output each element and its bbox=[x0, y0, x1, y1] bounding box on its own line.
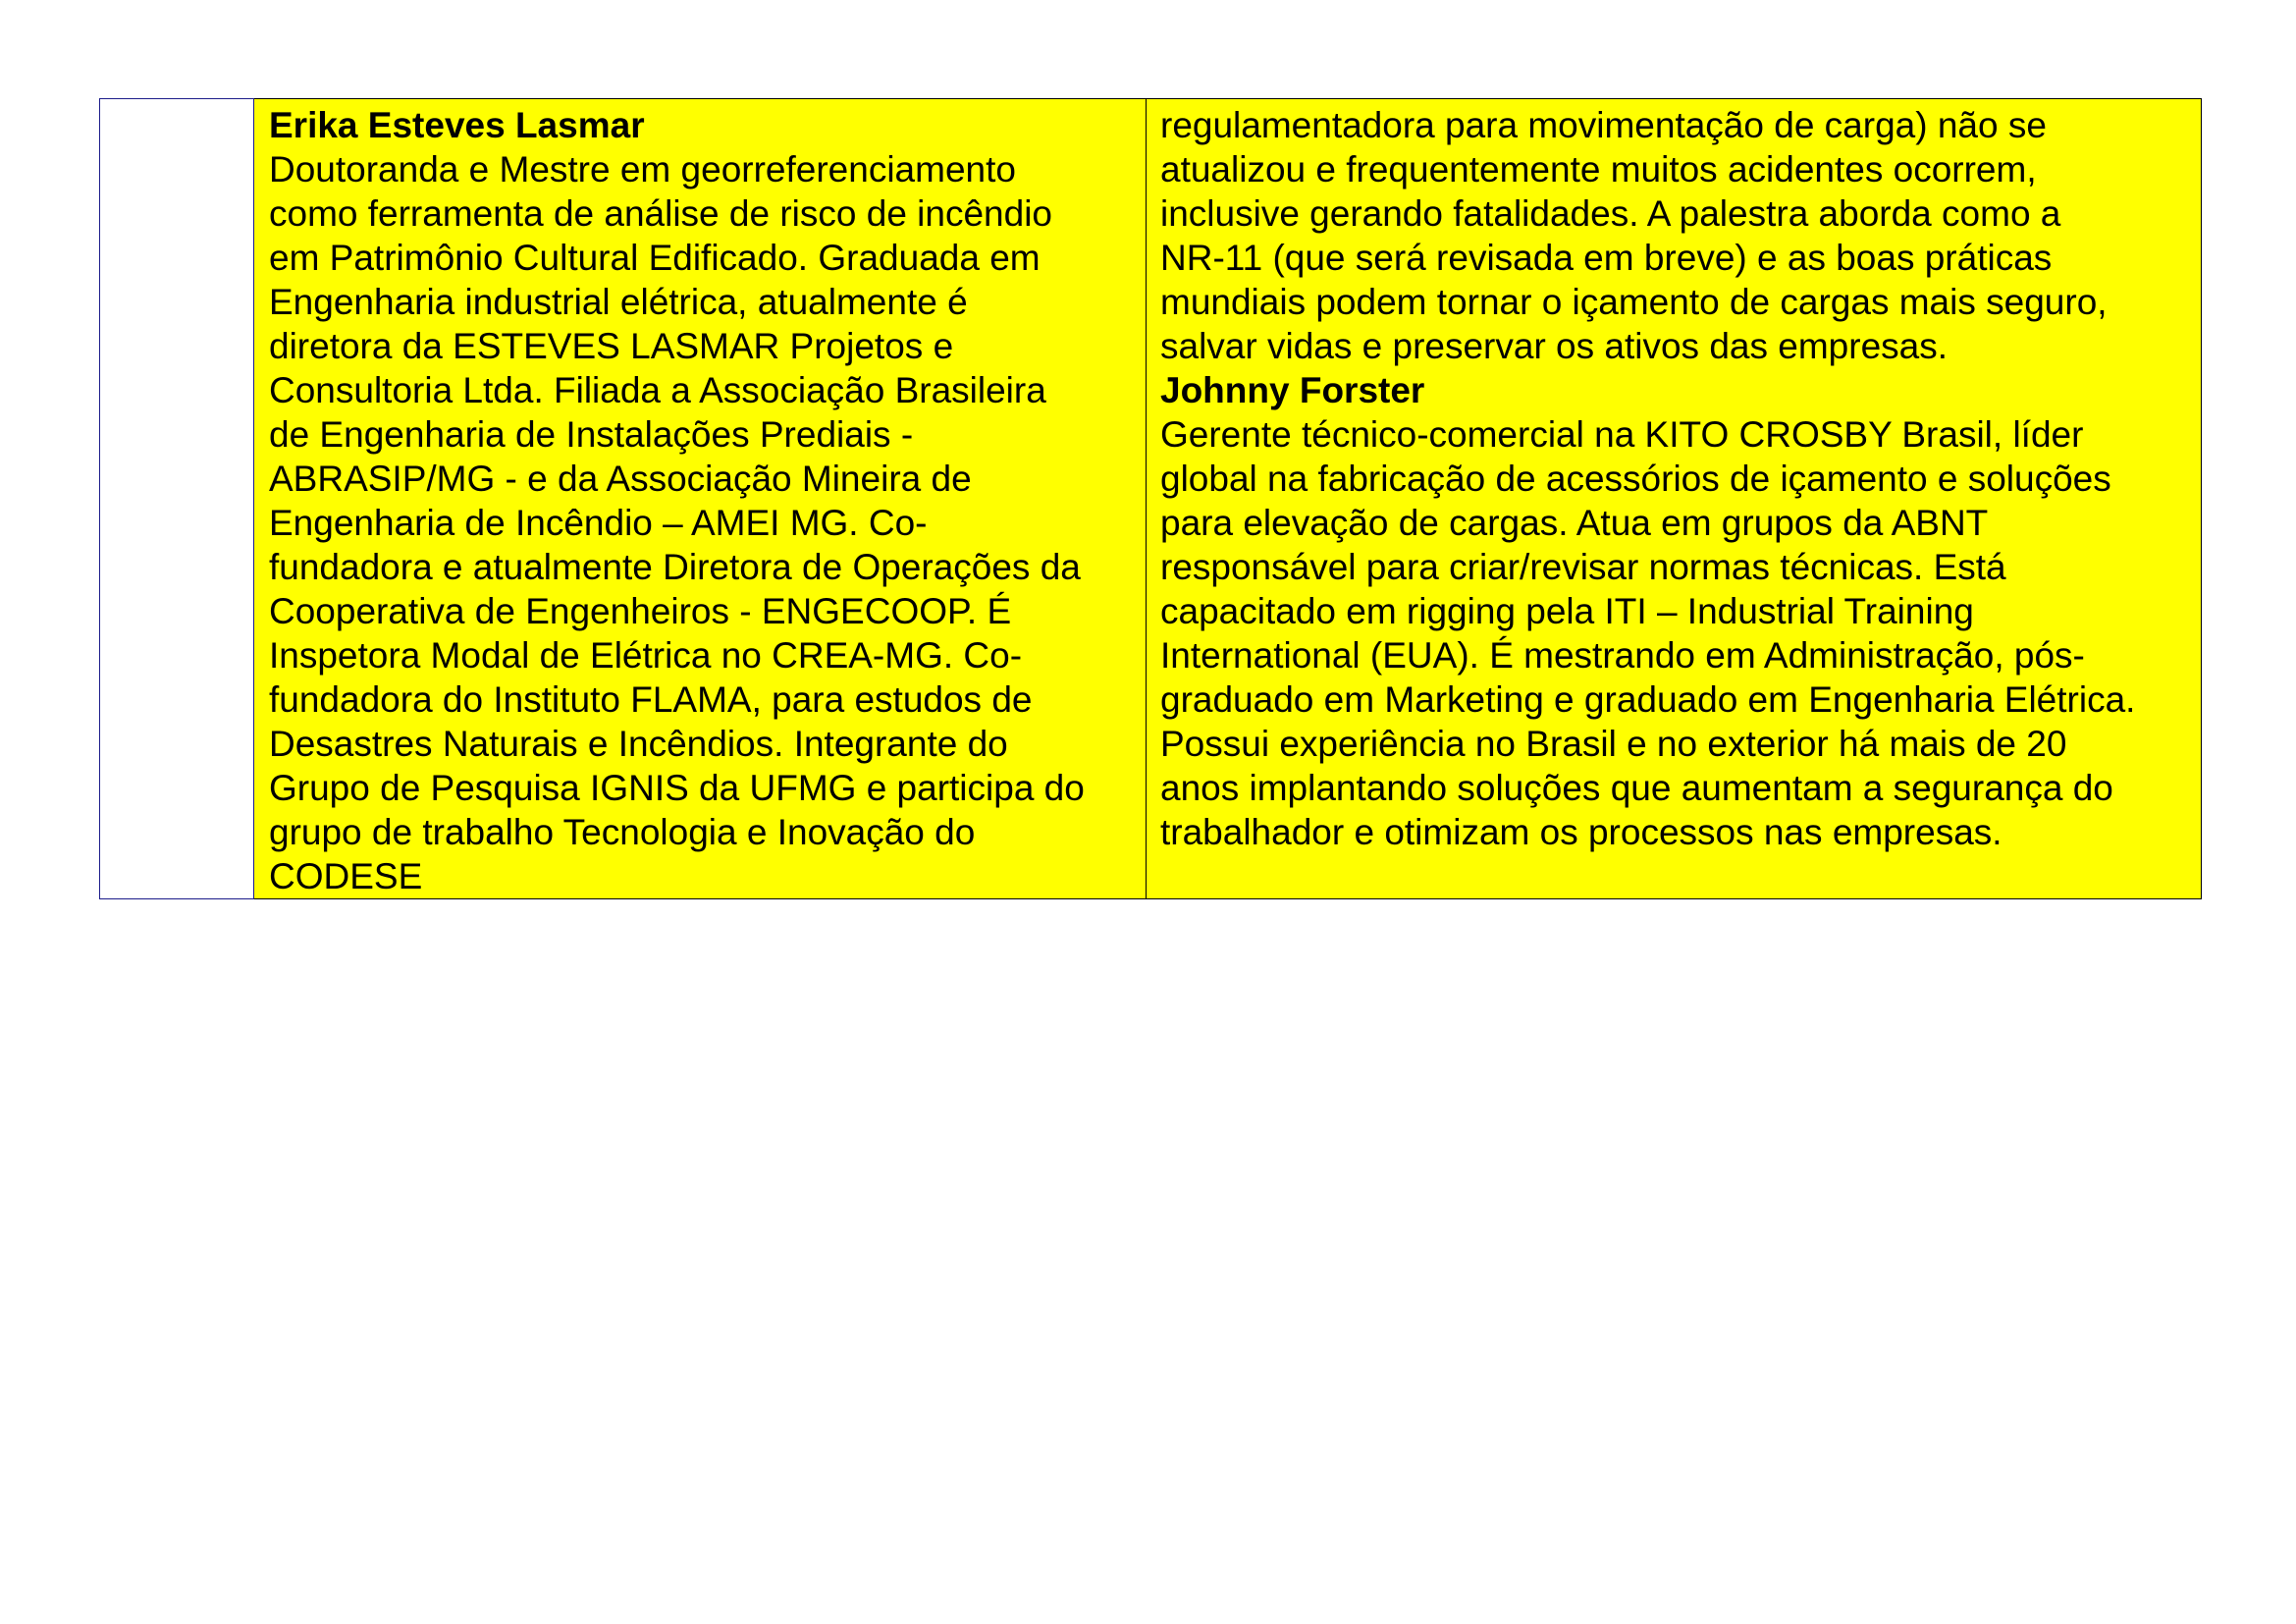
bio-line: Engenharia de Incêndio – AMEI MG. Co- bbox=[269, 503, 928, 543]
talk-description-line: atualizou e frequentemente muitos acidentes ocorrem, bbox=[1160, 149, 2037, 189]
bio-line: Consultoria Ltda. Filiada a Associação Brasileira bbox=[269, 370, 1046, 410]
bio-line: fundadora do Instituto FLAMA, para estudos de bbox=[269, 679, 1033, 720]
bio-line: ABRASIP/MG - e da Associação Mineira de bbox=[269, 459, 972, 499]
talk-description-line: mundiais podem tornar o içamento de cargas mais seguro, bbox=[1160, 282, 2108, 322]
speaker-bio-cell-erika bbox=[254, 99, 1147, 899]
speakers-table bbox=[99, 98, 2202, 899]
bio-line: Inspetora Modal de Elétrica no CREA-MG. Co- bbox=[269, 635, 1023, 676]
bio-line: capacitado em rigging pela ITI – Industrial Training bbox=[1160, 591, 1974, 631]
bio-line: grupo de trabalho Tecnologia e Inovação do bbox=[269, 812, 976, 852]
bio-line: em Patrimônio Cultural Edificado. Graduada em bbox=[269, 238, 1041, 278]
talk-description-line: salvar vidas e preservar os ativos das empresas. bbox=[1160, 326, 1949, 366]
bio-line: Possui experiência no Brasil e no exterior há mais de 20 bbox=[1160, 724, 2067, 764]
bio-line: fundadora e atualmente Diretora de Operações da bbox=[269, 547, 1081, 587]
bio-line: diretora da ESTEVES LASMAR Projetos e bbox=[269, 326, 954, 366]
bio-line: para elevação de cargas. Atua em grupos da ABNT bbox=[1160, 503, 1989, 543]
bio-line: International (EUA). É mestrando em Administração, pós- bbox=[1160, 635, 2085, 676]
bio-line: CODESE bbox=[269, 856, 423, 896]
talk-description-and-bio-cell bbox=[1147, 99, 2202, 899]
bio-line: Grupo de Pesquisa IGNIS da UFMG e participa do bbox=[269, 768, 1085, 808]
bio-line: de Engenharia de Instalações Prediais - bbox=[269, 414, 914, 455]
speaker-name: Johnny Forster bbox=[1160, 370, 1425, 410]
bio-line: Gerente técnico-comercial na KITO CROSBY Brasil, líder bbox=[1160, 414, 2084, 455]
table-row bbox=[100, 99, 2202, 899]
bio-line: trabalhador e otimizam os processos nas empresas. bbox=[1160, 812, 2002, 852]
talk-description-line: NR-11 (que será revisada em breve) e as boas práticas bbox=[1160, 238, 2053, 278]
bio-line: graduado em Marketing e graduado em Engenharia Elétrica. bbox=[1160, 679, 2136, 720]
bio-line: como ferramenta de análise de risco de incêndio bbox=[269, 193, 1053, 234]
bio-line: responsável para criar/revisar normas técnicas. Está bbox=[1160, 547, 2006, 587]
empty-first-cell bbox=[100, 99, 254, 899]
speaker-name: Erika Esteves Lasmar bbox=[269, 105, 645, 145]
talk-description-line: regulamentadora para movimentação de carga) não se bbox=[1160, 105, 2047, 145]
bio-line: Desastres Naturais e Incêndios. Integrante do bbox=[269, 724, 1008, 764]
talk-description-line: inclusive gerando fatalidades. A palestra aborda como a bbox=[1160, 193, 2061, 234]
bio-line: anos implantando soluções que aumentam a segurança do bbox=[1160, 768, 2113, 808]
bio-line: global na fabricação de acessórios de içamento e soluções bbox=[1160, 459, 2111, 499]
bio-line: Cooperativa de Engenheiros - ENGECOOP. É bbox=[269, 591, 1012, 631]
bio-line: Doutoranda e Mestre em georreferenciamento bbox=[269, 149, 1016, 189]
bio-line: Engenharia industrial elétrica, atualmente é bbox=[269, 282, 968, 322]
